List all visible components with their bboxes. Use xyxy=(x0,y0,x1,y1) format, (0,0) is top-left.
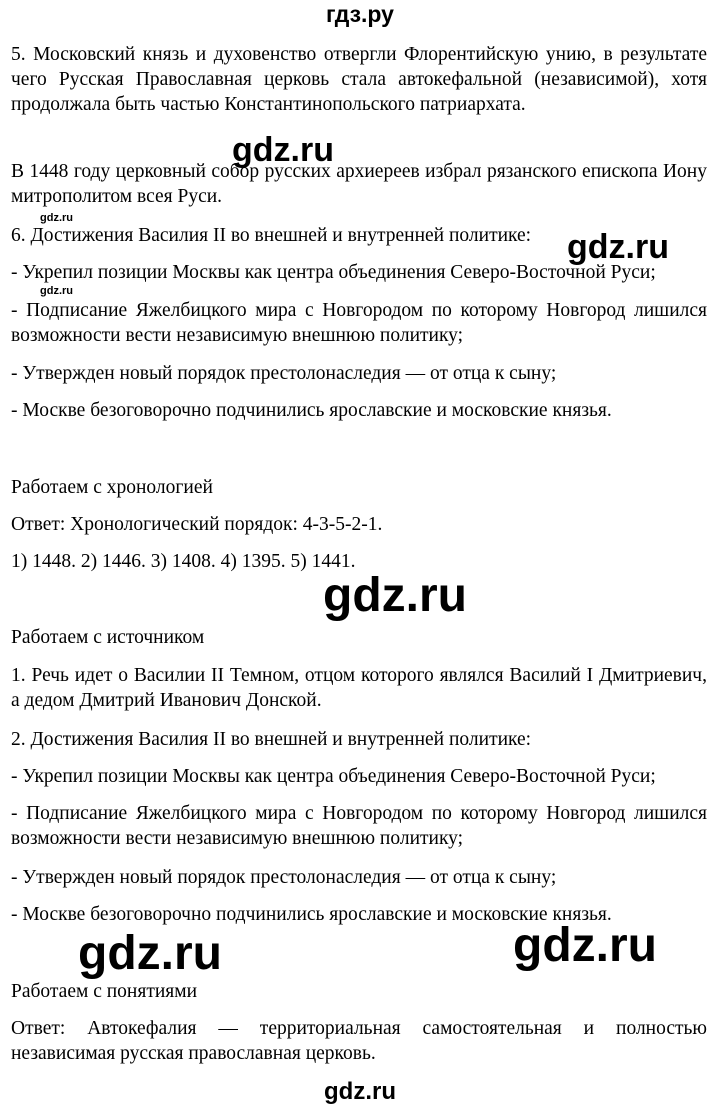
list-item: - Подписание Яжелбицкого мира с Новгородом по которому Новгород лишился возможности вести независимую внешнюю политику; xyxy=(11,803,707,849)
source-answer-2-heading: 2. Достижения Василия II во внешней и внутренней политике: xyxy=(11,729,532,750)
list-item: - Москве безоговорочно подчинились ярославские и московские князья. xyxy=(11,400,612,421)
watermark: gdz.ru xyxy=(232,131,334,169)
section-heading-source: Работаем с источником xyxy=(11,627,205,648)
section-heading-concepts: Работаем с понятиями xyxy=(11,981,198,1002)
list-item: - Утвержден новый порядок престолонаследия — от отца к сыну; xyxy=(11,363,557,384)
concepts-answer: Ответ: Автокефалия — территориальная самостоятельная и полностью независимая русская православная церковь. xyxy=(11,1018,707,1064)
list-item: - Укрепил позиции Москвы как центра объединения Северо-Восточной Руси; xyxy=(11,262,656,283)
watermark: gdz.ru xyxy=(78,927,222,980)
watermark: gdz.ru xyxy=(323,569,467,622)
watermark: gdz.ru xyxy=(567,228,669,266)
watermark: gdz.ru xyxy=(40,285,73,297)
sobor-paragraph: В 1448 году церковный собор русских архиереев избрал рязанского епископа Иону митрополитом всея Руси. xyxy=(11,161,707,207)
list-item: - Утвержден новый порядок престолонаследия — от отца к сыну; xyxy=(11,867,557,888)
answer-5: 5. Московский князь и духовенство отвергли Флорентийскую унию, в результате чего Русская Православная церковь стала автокефальной (независимой), хотя продолжала быть частью Константинопольского патриархата. xyxy=(11,44,707,115)
list-item: - Москве безоговорочно подчинились ярославские и московские князья. xyxy=(11,904,612,925)
list-item: - Укрепил позиции Москвы как центра объединения Северо-Восточной Руси; xyxy=(11,766,656,787)
answer-6-heading: 6. Достижения Василия II во внешней и внутренней политике: xyxy=(11,225,532,246)
section-heading-chronology: Работаем с хронологией xyxy=(11,477,213,498)
chronology-dates: 1) 1448. 2) 1446. 3) 1408. 4) 1395. 5) 1441. xyxy=(11,551,356,572)
watermark: gdz.ru xyxy=(513,919,657,972)
list-item: - Подписание Яжелбицкого мира с Новгородом по которому Новгород лишился возможности вести независимую внешнюю политику; xyxy=(11,300,707,346)
source-answer-1: 1. Речь идет о Василии II Темном, отцом которого являлся Василий I Дмитриевич, а дедом Дмитрий Иванович Донской. xyxy=(11,665,707,711)
chronology-answer: Ответ: Хронологический порядок: 4-3-5-2-1. xyxy=(11,514,383,535)
watermark: gdz.ru xyxy=(324,1078,396,1105)
watermark: gdz.ru xyxy=(40,212,73,224)
site-header: гдз.ру xyxy=(326,1,394,27)
